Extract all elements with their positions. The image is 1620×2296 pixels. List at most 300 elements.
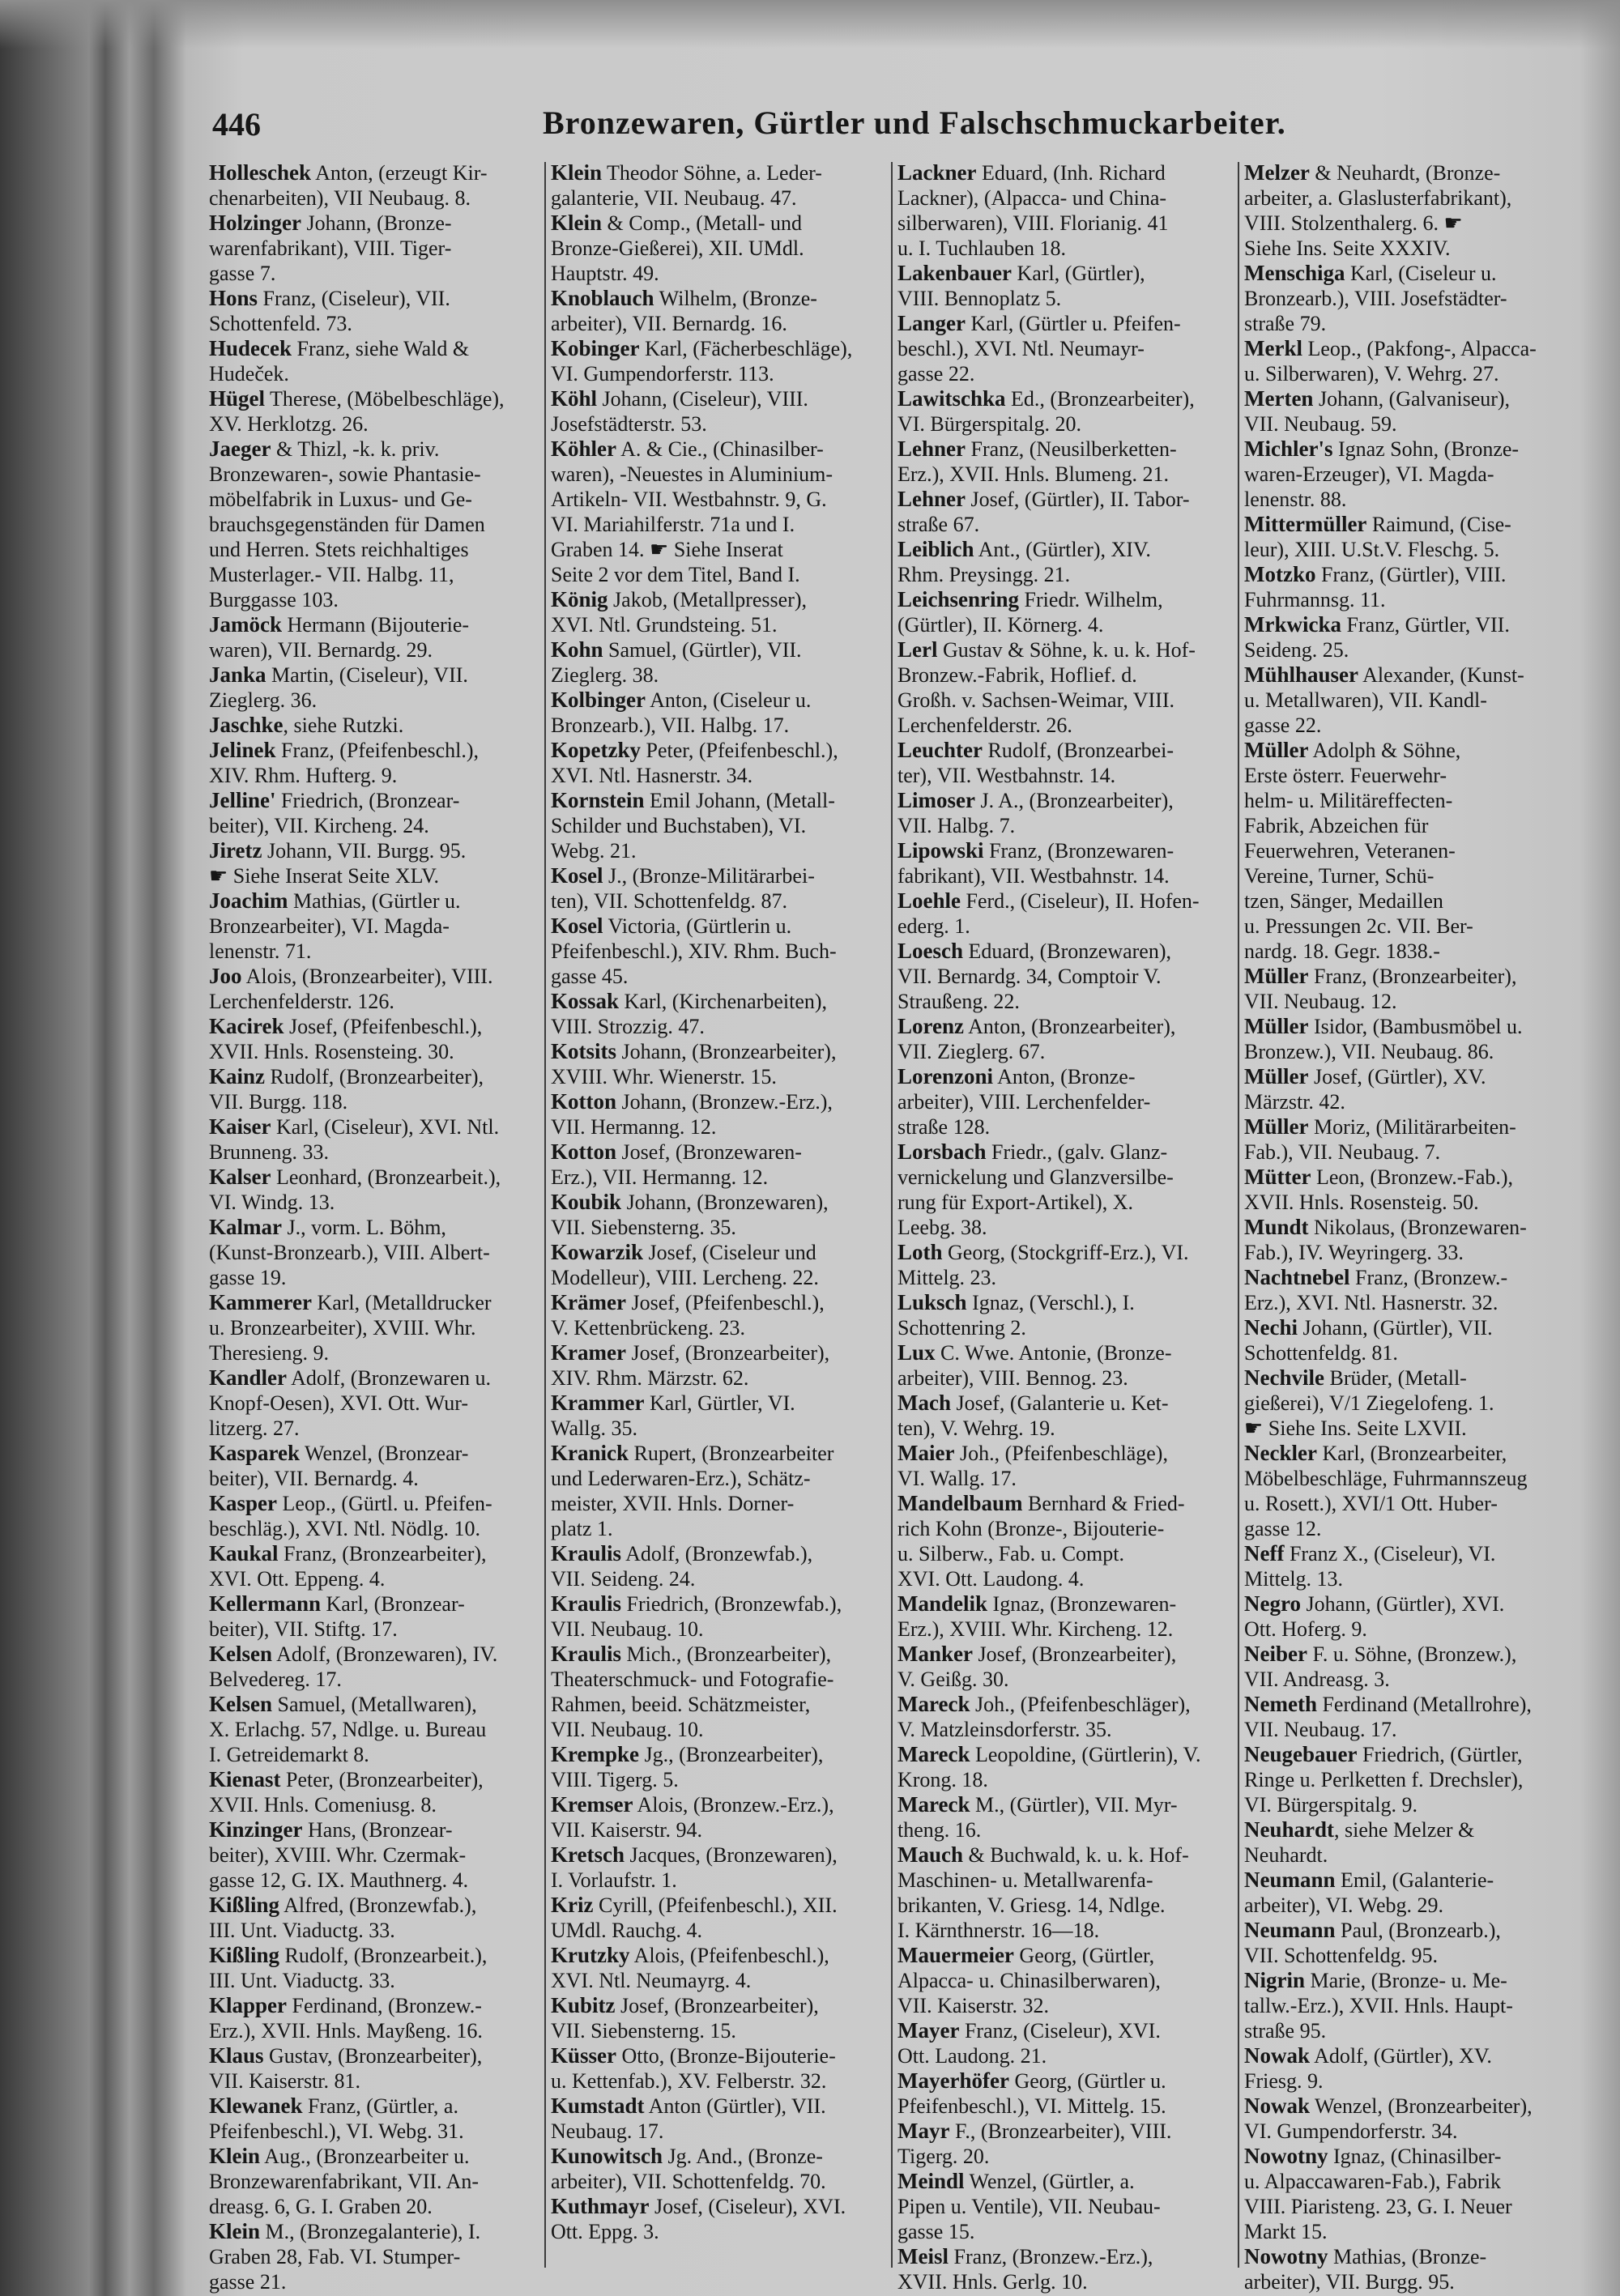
entry-line: VII. Kaiserstr. 32. xyxy=(897,1994,1050,2017)
entry-line: gasse 7. xyxy=(209,262,276,285)
entry-name: Neckler xyxy=(1244,1441,1317,1465)
directory-entry xyxy=(209,2094,543,2144)
entry-name: Küsser xyxy=(551,2043,616,2068)
entry-first-line: Müller Adolph & Söhne, xyxy=(1244,738,1461,762)
entry-name: Kotton xyxy=(551,1139,616,1164)
entry-name: Krammer xyxy=(551,1391,645,1415)
entry-line: VII. Halbg. 7. xyxy=(897,814,1016,837)
directory-entry xyxy=(209,1441,543,1491)
directory-entry xyxy=(209,1491,543,1541)
entry-line: Siehe Ins. Seite XXXIV. xyxy=(1244,236,1451,260)
entry-first-line: Melzer & Neuhardt, (Bronze- xyxy=(1244,160,1501,185)
entry-name: Leiblich xyxy=(897,537,974,561)
entry-first-line: Meisl Franz, (Bronzew.-Erz.), xyxy=(897,2244,1153,2268)
directory-entry xyxy=(897,1391,1231,1441)
directory-entry xyxy=(1244,1215,1578,1265)
entry-line: VIII. Stolzenthalerg. 6. ☛ xyxy=(1244,211,1463,235)
entry-name: Kißling xyxy=(209,1943,280,1967)
entry-first-line: Kinzinger Hans, (Bronzear- xyxy=(209,1817,453,1842)
entry-first-line: Kraulis Mich., (Bronzearbeiter), xyxy=(551,1642,832,1666)
entry-name: Kowarzik xyxy=(551,1240,643,1264)
entry-name: Lehner xyxy=(897,487,966,511)
entry-first-line: Kellermann Karl, (Bronzear- xyxy=(209,1591,465,1616)
entry-first-line: Langer Karl, (Gürtler u. Pfeifen- xyxy=(897,311,1181,335)
directory-entry xyxy=(897,888,1231,939)
entry-name: Kobinger xyxy=(551,336,640,360)
entry-name: Knoblauch xyxy=(551,286,654,310)
entry-name: Kumstadt xyxy=(551,2094,645,2118)
directory-entry xyxy=(551,286,885,336)
entry-line: Bronzearbeiter), VI. Magda- xyxy=(209,914,450,938)
entry-line: Graben 28, Fab. VI. Stumper- xyxy=(209,2245,461,2268)
entry-line: Markt 15. xyxy=(1244,2220,1328,2243)
directory-entry xyxy=(897,1692,1231,1742)
entry-first-line: Kramer Josef, (Bronzearbeiter), xyxy=(551,1340,830,1365)
directory-entry xyxy=(551,437,885,587)
directory-entry xyxy=(551,1591,885,1642)
entry-line: brauchsgegenständen für Damen xyxy=(209,513,485,536)
entry-line: V. Matzleinsdorferstr. 35. xyxy=(897,1718,1112,1741)
entry-first-line: Kainz Rudolf, (Bronzearbeiter), xyxy=(209,1064,484,1088)
entry-first-line: Kriz Cyrill, (Pfeifenbeschl.), XII. xyxy=(551,1893,838,1917)
entry-line: XVIII. Whr. Wienerstr. 15. xyxy=(551,1065,777,1088)
entry-name: Müller xyxy=(1244,1014,1309,1038)
entry-name: Jelinek xyxy=(209,738,276,762)
entry-name: Jamöck xyxy=(209,612,282,637)
entry-first-line: Nachtnebel Franz, (Bronzew.- xyxy=(1244,1265,1508,1289)
entry-first-line: Joachim Mathias, (Gürtler u. xyxy=(209,888,461,913)
entry-name: Nachtnebel xyxy=(1244,1265,1350,1289)
entry-line: arbeiter), VII. Schottenfeldg. 70. xyxy=(551,2170,826,2193)
entry-line: Erz.), VII. Hermanng. 12. xyxy=(551,1165,769,1189)
entry-name: Krutzky xyxy=(551,1943,630,1967)
entry-line: VII. Siebensterng. 15. xyxy=(551,2019,736,2043)
entry-line: XVII. Hnls. Comeniusg. 8. xyxy=(209,1793,437,1817)
directory-entry xyxy=(551,2094,885,2144)
entry-first-line: Nemeth Ferdinand (Metallrohre), xyxy=(1244,1692,1532,1716)
directory-entry xyxy=(1244,964,1578,1014)
entry-first-line: Lerl Gustav & Söhne, k. u. k. Hof- xyxy=(897,637,1196,662)
entry-first-line: Klewanek Franz, (Gürtler, a. xyxy=(209,2094,458,2118)
entry-first-line: Kotton Johann, (Bronzew.-Erz.), xyxy=(551,1089,833,1114)
entry-line: gasse 19. xyxy=(209,1266,287,1289)
directory-entry xyxy=(1244,2144,1578,2244)
entry-first-line: Krempke Jg., (Bronzearbeiter), xyxy=(551,1742,824,1766)
entry-line: (Gürtler), II. Körnerg. 4. xyxy=(897,613,1104,637)
directory-entry xyxy=(209,1817,543,1893)
entry-line: VII. Kaiserstr. 81. xyxy=(209,2069,361,2093)
directory-entry xyxy=(209,888,543,964)
directory-entry xyxy=(551,1190,885,1240)
entry-first-line: Kasparek Wenzel, (Bronzear- xyxy=(209,1441,469,1465)
directory-entry xyxy=(209,211,543,286)
directory-entry xyxy=(897,2244,1231,2294)
entry-name: Neugebauer xyxy=(1244,1742,1358,1766)
entry-line: u. Kettenfab.), XV. Felberstr. 32. xyxy=(551,2069,827,2093)
entry-first-line: Neumann Paul, (Bronzearb.), xyxy=(1244,1918,1501,1942)
entry-name: Kunowitsch xyxy=(551,2144,663,2168)
entry-name: Nemeth xyxy=(1244,1692,1317,1716)
directory-entry xyxy=(551,637,885,688)
directory-column-3 xyxy=(897,160,1231,2294)
entry-name: Maier xyxy=(897,1441,955,1465)
entry-line: Brunneng. 33. xyxy=(209,1140,330,1164)
entry-line: Fab.), VII. Neubaug. 7. xyxy=(1244,1140,1441,1164)
entry-line: VI. Gumpendorferstr. 34. xyxy=(1244,2119,1458,2143)
entry-line: XVI. Ntl. Grundsteing. 51. xyxy=(551,613,778,637)
entry-name: Kranick xyxy=(551,1441,629,1465)
directory-entry xyxy=(551,1240,885,1290)
directory-entry xyxy=(209,964,543,1014)
entry-name: Müller xyxy=(1244,738,1309,762)
entry-first-line: Köhler A. & Cie., (Chinasilber- xyxy=(551,437,824,461)
entry-name: Janka xyxy=(209,662,266,687)
directory-entry xyxy=(209,1893,543,1943)
entry-name: Klein xyxy=(209,2219,261,2243)
entry-first-line: Motzko Franz, (Gürtler), VIII. xyxy=(1244,562,1507,586)
entry-first-line: Kalser Leonhard, (Bronzearbeit.), xyxy=(209,1165,501,1189)
entry-line: VI. Windg. 13. xyxy=(209,1191,335,1214)
directory-entry xyxy=(551,336,885,386)
entry-first-line: Neckler Karl, (Bronzearbeiter, xyxy=(1244,1441,1507,1465)
entry-first-line: Kumstadt Anton (Gürtler), VII. xyxy=(551,2094,826,2118)
entry-line: Rhm. Preysingg. 21. xyxy=(897,563,1071,586)
entry-first-line: Leiblich Ant., (Gürtler), XIV. xyxy=(897,537,1151,561)
entry-name: Kasper xyxy=(209,1491,277,1515)
entry-line: Schottenring 2. xyxy=(897,1316,1026,1340)
entry-first-line: Müller Josef, (Gürtler), XV. xyxy=(1244,1064,1486,1088)
directory-entry xyxy=(551,989,885,1039)
entry-line: Fabrik, Abzeichen für xyxy=(1244,814,1429,837)
entry-first-line: Jaschke, siehe Rutzki. xyxy=(209,713,404,737)
entry-first-line: Lux C. Wwe. Antonie, (Bronze- xyxy=(897,1340,1172,1365)
entry-line: Rahmen, beeid. Schätzmeister, xyxy=(551,1693,811,1716)
entry-first-line: Koubik Johann, (Bronzewaren), xyxy=(551,1190,829,1214)
entry-first-line: Kranick Rupert, (Bronzearbeiter xyxy=(551,1441,834,1465)
entry-first-line: Kubitz Josef, (Bronzearbeiter), xyxy=(551,1993,819,2017)
entry-first-line: Jiretz Johann, VII. Burgg. 95. xyxy=(209,838,467,863)
directory-entry xyxy=(551,1642,885,1742)
entry-name: Kremser xyxy=(551,1792,633,1817)
entry-line: Pfeifenbeschl.), XIV. Rhm. Buch- xyxy=(551,939,837,963)
entry-line: ten), VII. Schottenfeldg. 87. xyxy=(551,889,787,913)
entry-first-line: Leuchter Rudolf, (Bronzearbei- xyxy=(897,738,1174,762)
directory-entry xyxy=(209,286,543,336)
entry-line: beiter), VII. Kircheng. 24. xyxy=(209,814,429,837)
directory-entry xyxy=(1244,1642,1578,1692)
entry-name: Lorenz xyxy=(897,1014,964,1038)
entry-name: Mayerhöfer xyxy=(897,2068,1009,2093)
entry-name: Lehner xyxy=(897,437,966,461)
entry-line: arbeiter), VIII. Lerchenfelder- xyxy=(897,1090,1151,1114)
entry-name: Kalser xyxy=(209,1165,271,1189)
directory-entry xyxy=(897,1014,1231,1064)
directory-entry xyxy=(209,1642,543,1692)
entry-first-line: Mareck M., (Gürtler), VII. Myr- xyxy=(897,1792,1178,1817)
entry-name: Kornstein xyxy=(551,788,645,812)
entry-name: Kasparek xyxy=(209,1441,301,1465)
entry-line: straße 79. xyxy=(1244,312,1327,335)
scan-shadow xyxy=(0,0,1620,49)
directory-entry xyxy=(897,311,1231,386)
entry-name: Müller xyxy=(1244,1064,1309,1088)
directory-entry xyxy=(551,1391,885,1441)
entry-line: VII. Neubaug. 10. xyxy=(551,1617,704,1641)
entry-first-line: Klein Theodor Söhne, a. Leder- xyxy=(551,160,822,185)
entry-line: ☛ Siehe Ins. Seite LXVII. xyxy=(1244,1416,1467,1440)
entry-line: VIII. Strozzig. 47. xyxy=(551,1015,705,1038)
directory-entry xyxy=(209,1541,543,1591)
entry-line: beiter), VII. Bernardg. 4. xyxy=(209,1467,419,1490)
entry-name: Nowotny xyxy=(1244,2244,1328,2268)
entry-first-line: Krutzky Alois, (Pfeifenbeschl.), xyxy=(551,1943,829,1967)
entry-first-line: Köhl Johann, (Ciseleur), VIII. xyxy=(551,386,808,411)
directory-entry xyxy=(209,1114,543,1165)
entry-first-line: Nowotny Ignaz, (Chinasilber- xyxy=(1244,2144,1502,2168)
entry-line: XVI. Ntl. Hasnerstr. 34. xyxy=(551,764,753,787)
entry-name: Merkl xyxy=(1244,336,1302,360)
directory-entry xyxy=(1244,1165,1578,1215)
entry-name: Kosel xyxy=(551,914,603,938)
entry-line: Ringe u. Perlketten f. Drechsler), xyxy=(1244,1768,1524,1791)
entry-name: Kuthmayr xyxy=(551,2194,650,2218)
directory-entry xyxy=(1244,336,1578,386)
entry-first-line: Klein M., (Bronzegalanterie), I. xyxy=(209,2219,481,2243)
entry-line: litzerg. 27. xyxy=(209,1416,300,1440)
entry-line: ☛ Siehe Inserat Seite XLV. xyxy=(209,864,439,888)
entry-line: V. Kettenbrückeng. 23. xyxy=(551,1316,745,1340)
entry-name: Melzer xyxy=(1244,160,1310,185)
entry-line: Erste österr. Feuerwehr- xyxy=(1244,764,1447,787)
entry-first-line: Nowak Wenzel, (Bronzearbeiter), xyxy=(1244,2094,1533,2118)
entry-line: lenenstr. 71. xyxy=(209,939,312,963)
entry-name: Leuchter xyxy=(897,738,983,762)
entry-line: Josefstädterstr. 53. xyxy=(551,412,707,436)
directory-entry xyxy=(897,1340,1231,1391)
entry-line: XVII. Hnls. Gerlg. 10. xyxy=(897,2270,1088,2294)
entry-line: Belvedereg. 17. xyxy=(209,1668,342,1691)
directory-entry xyxy=(1244,160,1578,261)
entry-name: Müller xyxy=(1244,1114,1309,1139)
entry-name: Kammerer xyxy=(209,1290,312,1314)
entry-name: Nowak xyxy=(1244,2043,1311,2068)
entry-line: Friesg. 9. xyxy=(1244,2069,1324,2093)
entry-first-line: König Jakob, (Metallpresser), xyxy=(551,587,808,611)
entry-name: Leichsenring xyxy=(897,587,1020,611)
entry-name: Kellermann xyxy=(209,1591,321,1616)
entry-line: lenenstr. 88. xyxy=(1244,488,1347,511)
entry-first-line: Jamöck Hermann (Bijouterie- xyxy=(209,612,470,637)
directory-entry xyxy=(897,1792,1231,1842)
entry-line: gasse 12. xyxy=(1244,1517,1322,1540)
entry-line: Tigerg. 20. xyxy=(897,2145,990,2168)
entry-line: Theresieng. 9. xyxy=(209,1341,330,1365)
entry-line: Pfeifenbeschl.), VI. Mittelg. 15. xyxy=(897,2094,1166,2118)
entry-name: Jaschke xyxy=(209,713,284,737)
entry-name: Kandler xyxy=(209,1365,288,1390)
page-number: 446 xyxy=(212,106,261,143)
directory-entry xyxy=(1244,1918,1578,1968)
directory-entry xyxy=(551,914,885,989)
entry-first-line: Mach Josef, (Galanterie u. Ket- xyxy=(897,1391,1169,1415)
entry-line: Maschinen- u. Metallwarenfa- xyxy=(897,1868,1153,1892)
entry-first-line: Kaiser Karl, (Ciseleur), XVI. Ntl. xyxy=(209,1114,500,1139)
directory-entry xyxy=(1244,1365,1578,1441)
directory-entry xyxy=(897,637,1231,738)
entry-line: Großh. v. Sachsen-Weimar, VIII. xyxy=(897,688,1174,712)
directory-entry xyxy=(1244,1315,1578,1365)
directory-entry xyxy=(897,487,1231,537)
entry-name: Köhler xyxy=(551,437,616,461)
entry-line: Wallg. 35. xyxy=(551,1416,637,1440)
entry-line: Bronzearb.), VII. Halbg. 17. xyxy=(551,714,790,737)
entry-line: III. Unt. Viaductg. 33. xyxy=(209,1919,395,1942)
entry-line: I. Vorlaufstr. 1. xyxy=(551,1868,677,1892)
directory-entry xyxy=(1244,738,1578,964)
directory-entry xyxy=(1244,1868,1578,1918)
page-title: Bronzewaren, Gürtler und Falschschmuckarbeiter. xyxy=(543,104,1286,141)
entry-name: Kienast xyxy=(209,1767,281,1791)
entry-first-line: Kotton Josef, (Bronzewaren- xyxy=(551,1139,802,1164)
entry-name: Kißling xyxy=(209,1893,280,1917)
entry-name: Lerl xyxy=(897,637,938,662)
entry-name: Neff xyxy=(1244,1541,1285,1565)
entry-first-line: Michler's Ignaz Sohn, (Bronze- xyxy=(1244,437,1520,461)
directory-entry xyxy=(897,838,1231,888)
entry-name: Lawitschka xyxy=(897,386,1006,411)
entry-name: Mandelbaum xyxy=(897,1491,1023,1515)
directory-entry xyxy=(551,1139,885,1190)
entry-name: Hügel xyxy=(209,386,266,411)
directory-entry xyxy=(551,1441,885,1541)
entry-line: VI. Bürgerspitalg. 9. xyxy=(1244,1793,1418,1817)
entry-first-line: Lehner Josef, (Gürtler), II. Tabor- xyxy=(897,487,1190,511)
directory-entry xyxy=(551,1943,885,1993)
entry-name: Kosel xyxy=(551,863,603,888)
entry-line: Knopf-Oesen), XVI. Ott. Wur- xyxy=(209,1391,468,1415)
directory-entry xyxy=(897,1842,1231,1943)
directory-entry xyxy=(1244,1742,1578,1817)
entry-line: VIII. Bennoplatz 5. xyxy=(897,287,1062,310)
entry-line: V. Geißg. 30. xyxy=(897,1668,1009,1691)
entry-line: gasse 22. xyxy=(1244,714,1322,737)
entry-line: Hudeček. xyxy=(209,362,289,386)
entry-line: Schilder und Buchstaben), VI. xyxy=(551,814,807,837)
entry-line: Lerchenfelderstr. 126. xyxy=(209,990,394,1013)
entry-first-line: Krammer Karl, Gürtler, VI. xyxy=(551,1391,795,1415)
entry-line: Bronzearb.), VIII. Josefstädter- xyxy=(1244,287,1507,310)
entry-name: Kubitz xyxy=(551,1993,616,2017)
directory-entry xyxy=(551,1742,885,1792)
entry-name: Koubik xyxy=(551,1190,622,1214)
entry-name: Klaus xyxy=(209,2043,264,2068)
entry-line: chenarbeiten), VII Neubaug. 8. xyxy=(209,186,471,210)
entry-line: VII. Seideng. 24. xyxy=(551,1567,696,1591)
entry-first-line: Müller Franz, (Bronzearbeiter), xyxy=(1244,964,1517,988)
entry-name: Mundt xyxy=(1244,1215,1309,1239)
entry-line: Hauptstr. 49. xyxy=(551,262,659,285)
entry-name: Köhl xyxy=(551,386,598,411)
entry-name: Manker xyxy=(897,1642,973,1666)
directory-entry xyxy=(209,1692,543,1767)
entry-line: VII. Neubaug. 10. xyxy=(551,1718,704,1741)
entry-line: u. Silberw., Fab. u. Compt. xyxy=(897,1542,1124,1565)
directory-entry xyxy=(1244,1064,1578,1114)
directory-entry xyxy=(1244,386,1578,437)
entry-first-line: Knoblauch Wilhelm, (Bronze- xyxy=(551,286,817,310)
directory-entry xyxy=(551,386,885,437)
entry-first-line: Kißling Rudolf, (Bronzearbeit.), xyxy=(209,1943,488,1967)
entry-line: Märzstr. 42. xyxy=(1244,1090,1345,1114)
entry-line: VI. Bürgerspitalg. 20. xyxy=(897,412,1081,436)
entry-name: Lakenbauer xyxy=(897,261,1013,285)
entry-first-line: Kremser Alois, (Bronzew.-Erz.), xyxy=(551,1792,834,1817)
entry-line: beschläg.), XVI. Ntl. Nödlg. 10. xyxy=(209,1517,481,1540)
entry-line: arbeiter, a. Glaslusterfabrikant), xyxy=(1244,186,1512,210)
entry-line: waren), -Neuestes in Aluminium- xyxy=(551,462,833,486)
entry-line: Seite 2 vor dem Titel, Band I. xyxy=(551,563,800,586)
entry-first-line: Kaukal Franz, (Bronzearbeiter), xyxy=(209,1541,487,1565)
entry-name: Mayr xyxy=(897,2119,950,2143)
entry-name: Kelsen xyxy=(209,1642,272,1666)
directory-entry xyxy=(551,1039,885,1089)
entry-line: waren-Erzeuger), VI. Magda- xyxy=(1244,462,1494,486)
entry-line: Modelleur), VIII. Lercheng. 22. xyxy=(551,1266,819,1289)
entry-line: dreasg. 6, G. I. Graben 20. xyxy=(209,2195,433,2218)
directory-entry xyxy=(1244,562,1578,612)
entry-name: Kraulis xyxy=(551,1591,622,1616)
entry-first-line: Klapper Ferdinand, (Bronzew.- xyxy=(209,1993,482,2017)
directory-column-2 xyxy=(551,160,885,2244)
column-divider xyxy=(1238,162,1239,2268)
entry-line: rung für Export-Artikel), X. xyxy=(897,1191,1133,1214)
entry-first-line: Klaus Gustav, (Bronzearbeiter), xyxy=(209,2043,483,2068)
entry-line: VIII. Tigerg. 5. xyxy=(551,1768,679,1791)
entry-line: Fab.), IV. Weyringerg. 33. xyxy=(1244,1241,1464,1264)
entry-line: brikanten, V. Griesg. 14, Ndlge. xyxy=(897,1893,1166,1917)
entry-name: Jelline' xyxy=(209,788,276,812)
entry-name: Meindl xyxy=(897,2169,965,2193)
entry-line: (Kunst-Bronzearb.), VIII. Albert- xyxy=(209,1241,490,1264)
directory-entry xyxy=(209,1591,543,1642)
entry-line: tzen, Sänger, Medaillen xyxy=(1244,889,1443,913)
entry-first-line: Merten Johann, (Galvaniseur), xyxy=(1244,386,1511,411)
directory-entry xyxy=(1244,1114,1578,1165)
entry-line: XV. Herklotzg. 26. xyxy=(209,412,369,436)
entry-name: Nechvile xyxy=(1244,1365,1324,1390)
entry-first-line: Kretsch Jacques, (Bronzewaren), xyxy=(551,1842,838,1867)
directory-entry xyxy=(1244,1968,1578,2043)
directory-entry xyxy=(1244,437,1578,512)
directory-entry xyxy=(897,1240,1231,1290)
directory-entry xyxy=(897,587,1231,637)
directory-entry xyxy=(897,2119,1231,2169)
entry-line: nardg. 18. Gegr. 1838.- xyxy=(1244,939,1440,963)
entry-line: arbeiter), VII. Bernardg. 16. xyxy=(551,312,787,335)
directory-entry xyxy=(209,2043,543,2094)
entry-first-line: Müller Moriz, (Militärarbeiten- xyxy=(1244,1114,1516,1139)
entry-name: Negro xyxy=(1244,1591,1301,1616)
entry-line: XVII. Hnls. Rosensteig. 50. xyxy=(1244,1191,1479,1214)
entry-line: I. Kärnthnerstr. 16—18. xyxy=(897,1919,1100,1942)
entry-first-line: Kolbinger Anton, (Ciseleur u. xyxy=(551,688,812,712)
entry-first-line: Kelsen Samuel, (Metallwaren), xyxy=(209,1692,477,1716)
entry-line: Schottenfeldg. 81. xyxy=(1244,1341,1398,1365)
entry-line: VI. Mariahilferstr. 71a und I. xyxy=(551,513,795,536)
entry-name: Loesch xyxy=(897,939,963,963)
directory-entry xyxy=(551,211,885,286)
entry-line: Erz.), XVII. Hnls. Mayßeng. 16. xyxy=(209,2019,483,2043)
